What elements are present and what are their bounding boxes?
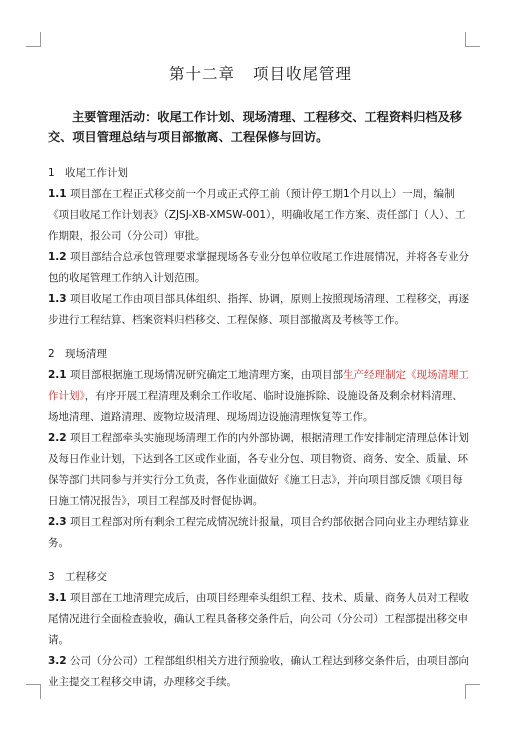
section-site-cleanup: [48, 344, 473, 554]
section-number: 1: [48, 167, 55, 179]
section-number: 2: [48, 348, 55, 360]
paragraph-number: 1.1: [48, 188, 67, 200]
paragraph: [48, 289, 473, 331]
document-body: [48, 58, 473, 693]
paragraph-text: 项目部根据施工现场情况研究确定工地清理方案，由项目部: [69, 369, 343, 381]
chapter-number: 第十二章: [168, 65, 235, 83]
chapter-name: 项目收尾管理: [253, 65, 353, 83]
paragraph-text: 项目部在工地清理完成后，由项目经理牵头组织工程、技术、质量、商务人员对工程收尾情况进行全面检查验收，确认工程具备移交条件后，向公司（分公司）工程部提出移交申请。: [48, 592, 469, 646]
paragraph-number: 1.2: [48, 251, 67, 263]
paragraph-text: 项目部结合总承包管理要求掌握现场各专业分包单位收尾工作进展情况，并将各专业分包的收尾管理工作纳入计划范围。: [48, 251, 469, 284]
section-project-handover: [48, 567, 473, 693]
paragraph: [48, 184, 473, 247]
paragraph-text: 公司（分公司）工程部组织相关方进行预验收，确认工程达到移交条件后，由项目部向业主提交工程移交申请，办理移交手续。: [48, 655, 469, 688]
paragraph: [48, 247, 473, 289]
section-heading: [48, 163, 473, 183]
section-title: 现场清理: [65, 348, 107, 360]
paragraph: [48, 588, 473, 651]
highlighted-text: 生产经理制定《现场清理工作计划》: [48, 369, 469, 402]
paragraph-number: 2.3: [48, 516, 67, 528]
paragraph: [48, 428, 473, 512]
crop-mark-bottom-left: [26, 684, 41, 699]
section-title: 收尾工作计划: [65, 167, 128, 179]
section-heading: [48, 344, 473, 364]
crop-mark-top-right: [465, 32, 480, 47]
paragraph: [48, 365, 473, 428]
paragraph-number: 1.3: [48, 293, 67, 305]
paragraph-number: 2.1: [48, 369, 67, 381]
section-closing-plan: [48, 163, 473, 331]
paragraph-text: 项目部在工程正式移交前一个月或正式停工前（预计停工期1个月以上）一周，编制《项目收尾工作计划表》（ZJSJ-XB-XMSW-001），明确收尾工作方案、责任部门（人）、工作期限，报公司（分公司）审批。: [48, 188, 466, 242]
paragraph-text: 项目工程部对所有剩余工程完成情况统计报量，项目合约部依据合同向业主办理结算业务。: [48, 516, 469, 549]
crop-mark-top-left: [26, 32, 41, 47]
paragraph-text: 项目工程部牵头实施现场清理工作的内外部协调，根据清理工作安排制定清理总体计划及每日作业计划，下达到各工区或作业面，各专业分包、项目物资、商务、安全、质量、环保等部门共同参与并实行分工负责，各作业面做好《施工日志》，并向项目部反馈《项目每日施工情况报告》，项目工程部及时督促协调。: [48, 432, 469, 507]
paragraph: [48, 651, 473, 693]
section-title: 工程移交: [65, 571, 107, 583]
main-activities-intro: 主要管理活动：收尾工作计划、现场清理、工程移交、工程资料归档及移交、项目管理总结与项目部撤离、工程保修与回访。: [48, 110, 462, 144]
section-heading: [48, 567, 473, 587]
chapter-title: [48, 62, 473, 84]
paragraph-text: ，有序开展工程清理及剩余工作收尾、临时设施拆除、设施设备及剩余材料清理、场地清理、道路清理、废物垃圾清理、现场周边设施清理恢复等工作。: [48, 390, 463, 423]
paragraph-number: 2.2: [48, 432, 67, 444]
paragraph-number: 3.2: [48, 655, 67, 667]
paragraph: [48, 512, 473, 554]
paragraph-text: 项目收尾工作由项目部具体组织、指挥、协调，原则上按照现场清理、工程移交，再逐步进行工程结算、档案资料归档移交、工程保修、项目部撤离及考核等工作。: [48, 293, 469, 326]
section-number: 3: [48, 571, 55, 583]
paragraph-number: 3.1: [48, 592, 67, 604]
